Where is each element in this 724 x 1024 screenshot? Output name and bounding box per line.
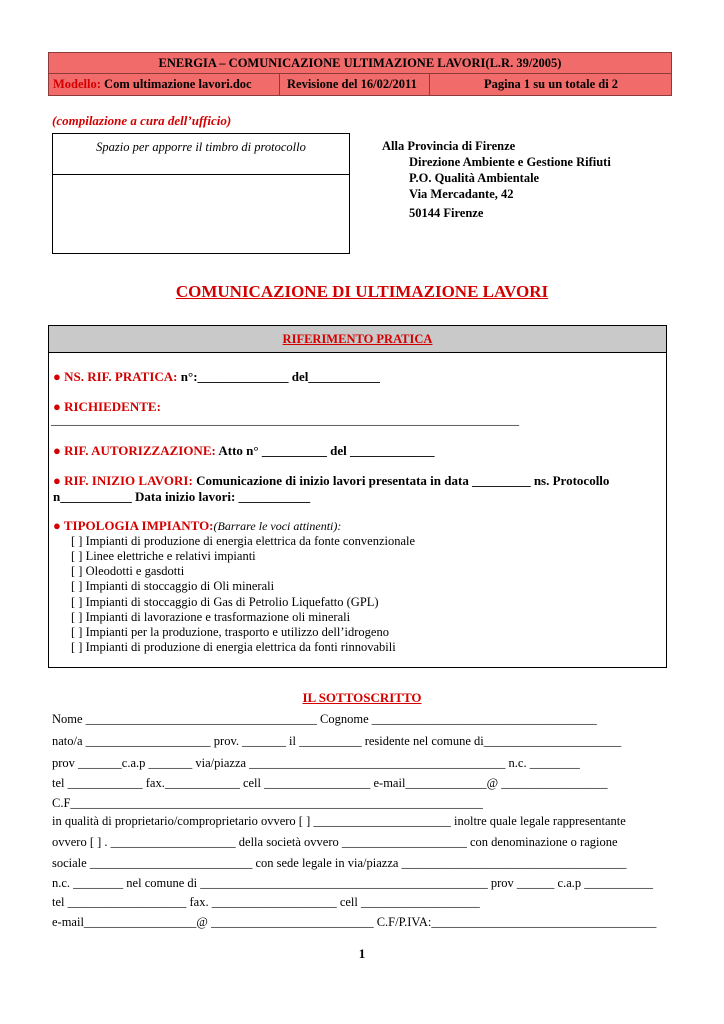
revision: Revisione del 16/02/2011	[287, 77, 417, 91]
stamp-divider	[53, 174, 349, 175]
form-line[interactable]: C.F__________________________________________________________________	[52, 796, 483, 810]
header-title: ENERGIA – COMUNICAZIONE ULTIMAZIONE LAVORI(L.R. 39/2005)	[158, 56, 562, 70]
form-line[interactable]: e-mail__________________@ __________________________ C.F/P.IVA:____________________________________	[52, 915, 657, 929]
header-separator	[429, 73, 430, 95]
model-label: Modello: Com ultimazione lavori.doc	[53, 77, 252, 91]
address-line-3: P.O. Qualità Ambientale	[409, 171, 540, 185]
address-line-5: 50144 Firenze	[409, 206, 484, 220]
header-divider	[49, 73, 671, 74]
tipologia-note: (Barrare le voci attinenti):	[213, 519, 342, 533]
document-title: COMUNICAZIONE DI ULTIMAZIONE LAVORI	[175, 282, 549, 301]
address-line-1: Alla Provincia di Firenze	[382, 139, 516, 153]
sottoscritto-heading: IL SOTTOSCRITTO	[302, 690, 422, 705]
riferimento-heading: RIFERIMENTO PRATICA	[282, 332, 433, 346]
bullet-icon: ●	[53, 518, 61, 533]
riferimento-band	[49, 326, 666, 353]
address-line-4: Via Mercadante, 42	[409, 187, 514, 201]
richiedente-line: ________________________________________________________________________	[51, 412, 519, 427]
address-line-2: Direzione Ambiente e Gestione Rifiuti	[409, 155, 611, 169]
impianto-checkbox-item[interactable]: [ ] Impianti di lavorazione e trasformazione oli minerali	[71, 610, 351, 624]
model-value: Com ultimazione lavori.doc	[104, 77, 252, 91]
tipologia-impianto-label: ● TIPOLOGIA IMPIANTO:(Barrare le voci attinenti):	[53, 518, 342, 533]
form-line[interactable]: tel ___________________ fax. ____________________ cell ___________________	[52, 895, 480, 909]
form-line[interactable]: prov _______c.a.p _______ via/piazza _________________________________________ n.c. ________	[52, 756, 580, 770]
riferimento-pratica-box	[48, 325, 667, 668]
ns-rif-pratica-field[interactable]: ● NS. RIF. PRATICA: n°:______________ del___________	[53, 369, 380, 384]
form-line[interactable]: ovvero [ ] . ____________________ della società ovvero ____________________ con denominazione o ragione	[52, 835, 618, 849]
inizio-lavori-data-field[interactable]: n___________ Data inizio lavori: ___________	[53, 489, 311, 504]
form-line[interactable]: sociale __________________________ con sede legale in via/piazza ____________________________________	[52, 856, 627, 870]
form-line[interactable]: nato/a ____________________ prov. _______ il __________ residente nel comune di______________________	[52, 734, 622, 748]
stamp-caption: Spazio per apporre il timbro di protocollo	[96, 140, 306, 154]
page-number: 1	[358, 946, 366, 961]
form-line[interactable]: tel ____________ fax.____________ cell _________________ e-mail_____________@ _________________	[52, 776, 608, 790]
office-note: (compilazione a cura dell’ufficio)	[52, 113, 232, 128]
impianto-checkbox-item[interactable]: [ ] Impianti di stoccaggio di Gas di Petrolio Liquefatto (GPL)	[71, 595, 379, 609]
impianto-checkbox-item[interactable]: [ ] Impianti di stoccaggio di Oli minerali	[71, 579, 275, 593]
rif-autorizzazione-field[interactable]: ● RIF. AUTORIZZAZIONE: Atto n° __________ del _____________	[53, 443, 435, 458]
impianto-checkbox-item[interactable]: [ ] Impianti di produzione di energia elettrica da fonti rinnovabili	[71, 640, 396, 654]
page-indicator: Pagina 1 su un totale di 2	[484, 77, 619, 91]
bullet-icon: ●	[53, 473, 61, 488]
document-header	[48, 52, 672, 96]
impianto-checkbox-item[interactable]: [ ] Oleodotti e gasdotti	[71, 564, 185, 578]
bullet-icon: ●	[53, 443, 61, 458]
form-line[interactable]: in qualità di proprietario/comproprietario ovvero [ ] ______________________ inoltre quale legale rappresentante	[52, 814, 626, 828]
protocol-stamp-box	[52, 133, 350, 254]
impianto-checkbox-item[interactable]: [ ] Impianti per la produzione, trasporto e utilizzo dell’idrogeno	[71, 625, 389, 639]
bullet-icon: ●	[53, 369, 61, 384]
rif-inizio-lavori-field[interactable]: ● RIF. INIZIO LAVORI: Comunicazione di inizio lavori presentata in data _________ ns. Protocollo	[53, 473, 610, 488]
bullet-icon: ●	[53, 399, 61, 414]
impianto-checkbox-item[interactable]: [ ] Impianti di produzione di energia elettrica da fonte convenzionale	[71, 534, 416, 548]
header-separator	[279, 73, 280, 95]
form-line[interactable]: Nome _____________________________________ Cognome ____________________________________	[52, 712, 597, 726]
impianto-checkbox-item[interactable]: [ ] Linee elettriche e relativi impianti	[71, 549, 256, 563]
form-line[interactable]: n.c. ________ nel comune di ______________________________________________ prov ______ c.a.p ___________	[52, 876, 653, 890]
richiedente-field[interactable]: ● RICHIEDENTE:	[53, 399, 161, 414]
